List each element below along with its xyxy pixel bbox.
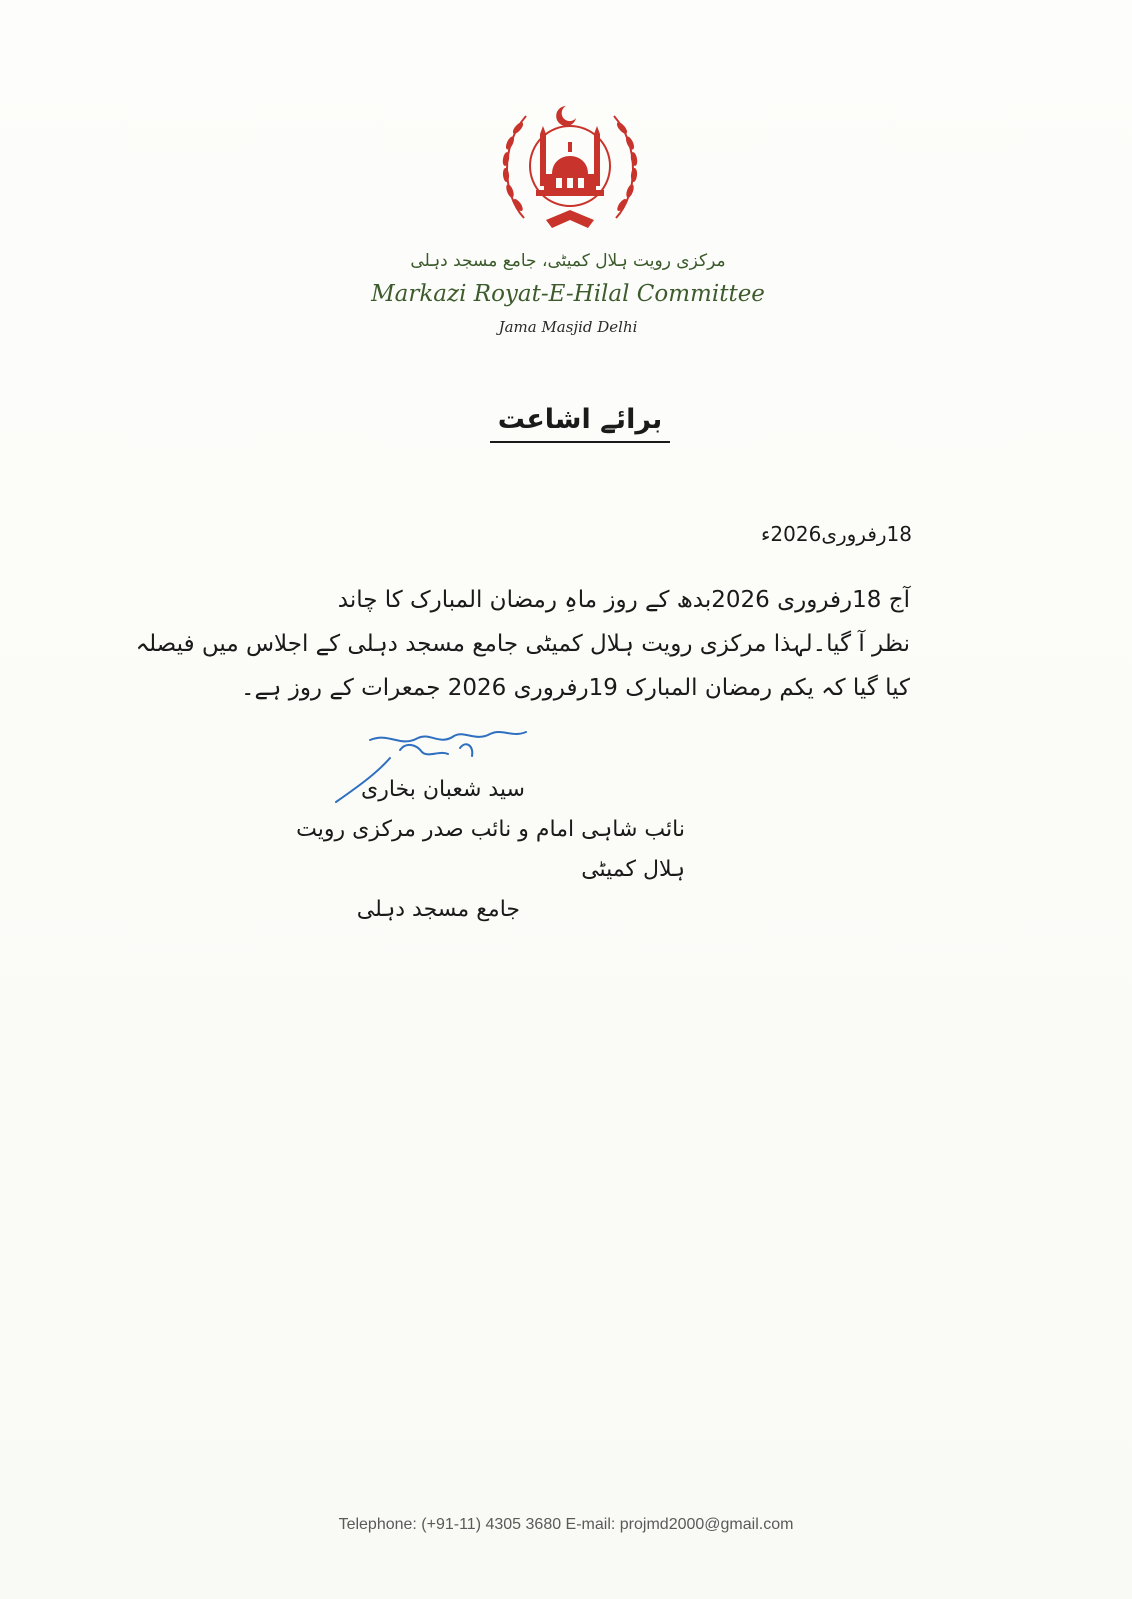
org-location: Jama Masjid Delhi [498, 318, 638, 336]
org-name-english: Markazi Royat-E-Hilal Committee [371, 281, 765, 307]
body-line: نظر آ گیا۔لہذا مرکزی رویت ہلال کمیٹی جامع مسجد دہلی کے اجلاس میں فیصلہ [135, 631, 910, 657]
signatory-title: نائب شاہی امام و نائب صدر مرکزی رویت ہلال کمیٹی [296, 817, 685, 882]
announcement-body [135, 578, 910, 710]
org-name-urdu: مرکزی رویت ہلال کمیٹی، جامع مسجد دہلی [410, 251, 726, 271]
signatory-block [250, 770, 685, 930]
document-date: 18رفروری2026ء [761, 522, 912, 546]
signatory-name: سید شعبان بخاری [360, 777, 525, 802]
footer-contact: Telephone: (+91-11) 4305 3680 E-mail: projmd2000@gmail.com [338, 1516, 794, 1533]
body-line: کیا گیا کہ یکم رمضان المبارک 19رفروری 2026 جمعرات کے روز ہے۔ [240, 675, 910, 701]
body-line: آج 18رفروری 2026بدھ کے روز ماہِ رمضان المبارک کا چاند [337, 587, 910, 613]
signatory-place: جامع مسجد دہلی [356, 897, 520, 922]
committee-emblem-icon [496, 98, 644, 236]
document-heading: برائے اشاعت [490, 404, 670, 443]
